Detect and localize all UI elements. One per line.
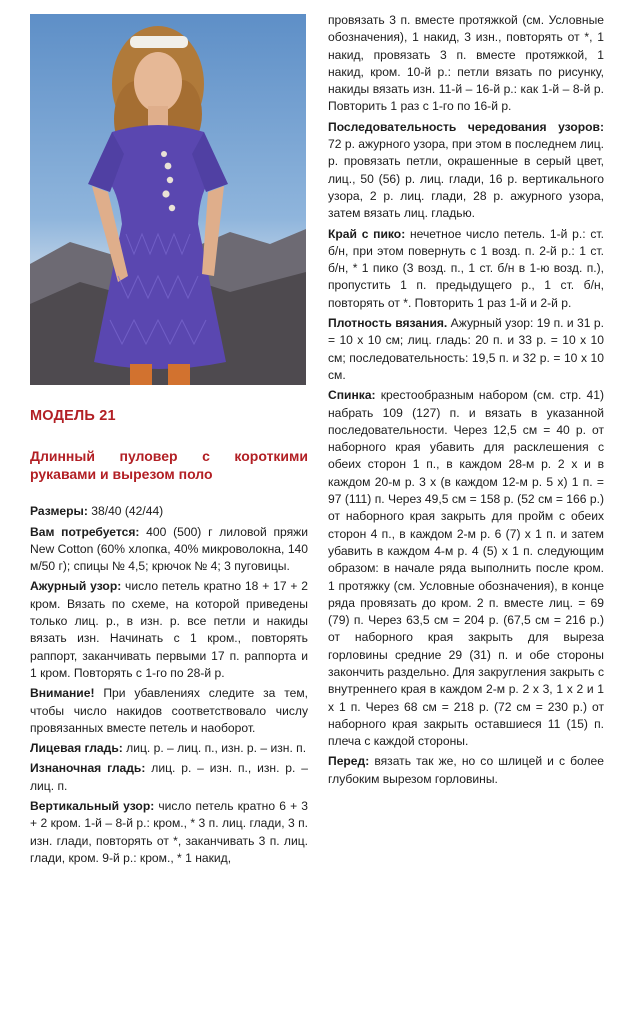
- paragraph-label: Перед:: [328, 754, 370, 769]
- paragraph-stockinette: [30, 740, 308, 757]
- paragraph-text: лиц. р. – лиц. п., изн. р. – изн. п.: [122, 741, 307, 756]
- paragraph-materials: [30, 524, 308, 576]
- paragraph-vertical-pattern: [30, 798, 308, 867]
- paragraph-text: число петель кратно 18 + 17 + 2 кром. Вязать по схеме, на которой приведены только лиц. р., в изн. р. все петли и накиды вязать изн. Начинать с 1 кром., повторять раппорт, заканчивать первыми 17 п. раппорта и 1 кром. Повторять с 1-го по 28-й р.: [30, 579, 308, 680]
- paragraph-label: Изнаночная гладь:: [30, 761, 146, 776]
- paragraph-sizes: [30, 503, 308, 520]
- article-subtitle: Длинный пуловер с короткими рукавами и вырезом поло: [30, 448, 308, 483]
- paragraph-gauge: [328, 315, 604, 384]
- paragraph-attention: [30, 685, 308, 737]
- paragraph-label: Размеры:: [30, 504, 88, 519]
- paragraph-label: Последовательность чередования узоров:: [328, 119, 604, 134]
- paragraph-text: нечетное число петель. 1-й р.: ст. б/н, при этом повернуть с 1 возд. п. 2-й р.: 1 ст. б/н, * 1 пико (3 возд. п., 1 ст. б/н в 1-ю возд. п.), пропустить 1 п. предыдущего р., 1 ст. б/н, повторять от *. Повторить 1 раз 1-й и 2-й р.: [328, 226, 604, 310]
- paragraph-continuation: [328, 12, 604, 116]
- paragraph-pattern-sequence: [328, 119, 604, 223]
- paragraph-label: Вам потребуется:: [30, 524, 140, 539]
- paragraph-text: число петель кратно 6 + 3 + 2 кром. 1-й – 8-й р.: кром., * 3 п. лиц. глади, 3 п. изн. глади, повторять от *, заканчивать 3 п. лиц. глади, кром. 9-й р.: кром., * 1 накид,: [30, 799, 308, 865]
- paragraph-front: [328, 753, 604, 788]
- paragraph-picot-edge: [328, 226, 604, 312]
- model-title: МОДЕЛЬ 21: [30, 408, 116, 424]
- paragraph-text: При убавлениях следите за тем, чтобы число накидов соответствовало числу провязанных вместе петель и наоборот.: [30, 686, 308, 735]
- model-photo-illustration: [30, 14, 306, 385]
- paragraph-text: вязать так же, но со шлицей и с более глубоким вырезом горловины.: [328, 754, 604, 786]
- paragraph-label: Вертикальный узор:: [30, 799, 155, 814]
- paragraph-text: крестообразным набором (см. стр. 41) набрать 109 (127) п. и вязать в указанной последовательности. Через 12,5 см = 40 р. от наборного края убавить для расклешения с обеих сторон 1 п., в каждом 28-м р. 2 х и в каждом 20-м р. 3 х (в каждом 12-м р. 5 х) 1 п. = 97 (111) п. Через 49,5 см = 158 р. (52 см = 166 р.) от наборного края закрыть для пройм с обеих сторон 4 п., в каждом 2-м р. 6 (7) х 1 п. и затем убавить в каждом 4-м р. 4 (5) х 1 п. следующим образом: в начале ряда выполнить после кром. 1 протяжку (см. Условные обозначения), в конце ряда провязать до кром. 2 п. вместе лиц. = 69 (79) п. Через 63,5 см = 204 р. (67,5 см = 216 р.) от наборного края закрыть для выреза горловины средние 29 (31) п. и обе стороны закончить раздельно. Для закругления закрыть с внутреннего края в каждом 2-м р. 2 х 3, 1 х 2 и 1 х 1 п. Через 68 см = 218 р. (72 см = 230 р.) от наборного края закрыть оставшиеся 11 (15) п. плеча с каждой стороны.: [328, 388, 604, 749]
- paragraph-reverse-stockinette: [30, 760, 308, 795]
- paragraph-label: Ажурный узор:: [30, 579, 122, 594]
- right-column: [328, 12, 604, 791]
- paragraph-label: Плотность вязания.: [328, 316, 448, 331]
- paragraph-label: Внимание!: [30, 686, 95, 701]
- paragraph-text: провязать 3 п. вместе протяжкой (см. Условные обозначения), 1 накид, 3 изн., повторять от *, 1 накид, провязать 3 п. вместе протяжкой, 1 накид, кром. 10-й р.: петли вязать по рисунку, накиды вязать изн. 11-й – 16-й р.: как 1-й – 8-й р. Повторить 1 раз с 1-го по 16-й р.: [328, 13, 604, 114]
- paragraph-lace-pattern: [30, 578, 308, 682]
- paragraph-text: 400 (500) г лиловой пряжи New Cotton (60% хлопка, 40% микроволокна, 140 м/50 г); спицы № 4,5; крючок № 4; 3 пуговицы.: [30, 524, 308, 574]
- left-column: [30, 396, 308, 870]
- paragraph-text: Ажурный узор: 19 п. и 31 р. = 10 х 10 см; лиц. гладь: 20 п. и 33 р. = 10 х 10 см; последовательность: 19,5 п. и 32 р. = 10 х 10 см.: [328, 316, 604, 382]
- paragraph-text: лиц. р. – изн. п., изн. р. – лиц. п.: [30, 761, 308, 793]
- model-photo: [30, 14, 306, 385]
- paragraph-label: Спинка:: [328, 388, 376, 403]
- paragraph-text: 38/40 (42/44): [87, 504, 164, 519]
- paragraph-back: [328, 387, 604, 750]
- paragraph-text: 72 р. ажурного узора, при этом в последнем лиц. р. провязать петли, окрашенные в серый цвет, лиц., 50 (56) р. лиц. глади, 16 р. вертикального узора, 2 р. лиц. глади, 28 р. ажурного узора, затем вязать лиц. гладью.: [328, 137, 604, 221]
- paragraph-label: Край с пико:: [328, 226, 406, 241]
- paragraph-label: Лицевая гладь:: [30, 741, 123, 756]
